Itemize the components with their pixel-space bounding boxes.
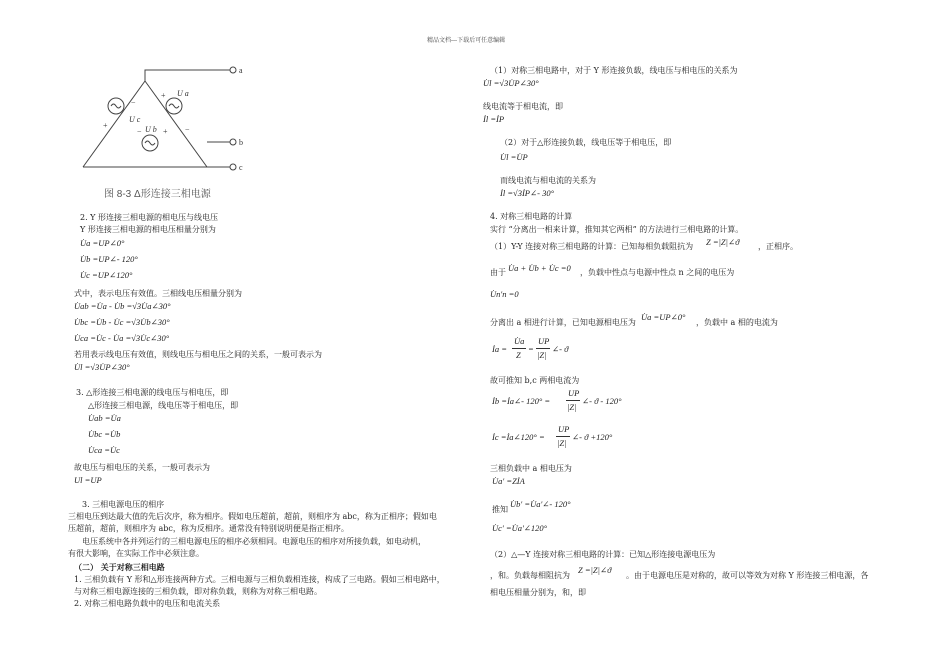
formula-load-uc: U̇c' =U̇a'∠120° — [492, 523, 548, 533]
formula-load-ub: U̇b' =U̇a'∠- 120° — [510, 499, 571, 509]
phase-sequence-p3: 电压系统中各并列运行的三相电源电压的相序必须相同。电源电压的相序对所接负载，如电动机， — [82, 537, 426, 546]
equals-sign: = — [528, 344, 534, 354]
frac1-den: Z — [516, 350, 521, 360]
formula-load-ua: U̇a' =ZİA — [492, 476, 525, 486]
right-r15: 三相负载中 a 相电压为 — [490, 464, 572, 473]
formula-uca: U̇ca =U̇c - U̇a =√3U̇c∠30° — [74, 333, 170, 343]
formula-uab: U̇ab =U̇a - U̇b =√3U̇a∠30° — [74, 301, 171, 311]
formula-delta-line-voltage: U̇l =U̇P — [500, 152, 528, 162]
frac4-bar — [556, 436, 570, 437]
right-section-4-title: 4. 对称三相电路的计算 — [490, 212, 573, 221]
frac3-den: |Z| — [567, 402, 577, 412]
right-r8b: ，负载中性点与电源中性点 n 之间的电压为 — [580, 268, 735, 277]
formula-source-phase: U̇a =UP∠0° — [641, 312, 686, 322]
right-r7b: ，正相序。 — [758, 242, 798, 251]
formula-sum-zero: U̇a + U̇b + U̇c =0 — [508, 263, 571, 273]
terminal-a-icon — [230, 67, 236, 73]
frac1-num: U̇a — [514, 336, 525, 346]
right-r19a: ，和。负载每相阻抗为 — [490, 571, 570, 580]
frac1-bar — [512, 348, 526, 349]
symmetric-circuit-p3: 2. 对称三相电路负载中的电压和电流关系 — [74, 599, 221, 608]
source-label-a: U a — [177, 89, 189, 98]
right-r1: （1）对称三相电路中，对于 Y 形连接负载，线电压与相电压的关系为 — [490, 66, 738, 75]
source-label-b: U b — [145, 125, 157, 134]
right-r3: （2）对于△形连接负载，线电压等于相电压，即 — [500, 138, 672, 147]
phase-sequence-p1: 三相电压到达最大值的先后次序，称为相序。假如电压超前，超前，则相序为 abc，称为正相序；假如电 — [68, 512, 437, 521]
formula-ua: U̇a =UP∠0° — [80, 238, 125, 248]
svg-text:+: + — [161, 91, 166, 100]
svg-text:−: − — [131, 98, 136, 107]
right-r10a: 分离出 a 相进行计算，已知电源相电压为 — [490, 318, 636, 327]
section-2-title: 2. Y 形连接三相电源的相电压与线电压 — [80, 213, 218, 222]
formula-delta-uca: U̇ca =U̇c — [88, 445, 120, 455]
svg-text:−: − — [185, 125, 190, 134]
right-r10b: ，负载中 a 相的电流为 — [696, 318, 778, 327]
delta-left-side — [83, 81, 145, 167]
frac2-num: UP — [538, 336, 550, 346]
right-r19b: 。由于电源电压是对称的，故可以等效为对称 Y 形连接三相电源，各 — [626, 571, 869, 580]
section-3-title: 3. △形连接三相电源的线电压与相电压，即 — [76, 388, 229, 397]
formula-neutral-voltage: U̇n'n =0 — [490, 289, 519, 299]
formula-delta-ul: Ul =UP — [74, 475, 102, 485]
frac4-num: UP — [558, 424, 570, 434]
formula-delta-ubc: U̇bc =U̇b — [88, 429, 121, 439]
frac3-bar — [566, 400, 580, 401]
section-2-intro: Y 形连接三相电源的相电压相量分别为 — [80, 225, 216, 234]
formula-y-line-current: İl =İP — [483, 114, 505, 124]
formula-delta-impedance: Z =|Z|∠ϑ — [578, 565, 612, 575]
section-4-title: 3. 三相电源电压的相序 — [82, 500, 165, 509]
right-r4: 而线电流与相电流的关系为 — [500, 176, 596, 185]
terminal-c-label: c — [239, 163, 243, 172]
delta-relation-text: 故电压与相电压的关系，一般可表示为 — [74, 463, 210, 472]
right-r8a: 由于 — [490, 268, 506, 277]
terminal-b-icon — [230, 139, 236, 145]
svg-text:+: + — [163, 127, 168, 136]
phase-sequence-p4: 有很大影响，在实际工作中必须注意。 — [68, 549, 204, 558]
formula-uc: U̇c =UP∠120° — [80, 270, 133, 280]
symmetric-circuit-heading: （二） 关于对称三相电路 — [74, 562, 165, 572]
frac2-bar — [536, 348, 550, 349]
formula-delta-uab: U̇ab =U̇a — [88, 413, 121, 423]
delta-right-side — [145, 81, 207, 167]
right-r16a: 推知 — [492, 505, 508, 514]
section-3-intro: △形连接三相电源，线电压等于相电压，即 — [88, 401, 239, 410]
source-label-c: U c — [129, 115, 141, 124]
terminal-b-label: b — [239, 138, 243, 147]
formula-ul: U̇l =√3U̇P∠30° — [74, 362, 130, 372]
relation-text: 若用表示线电压有效值，则线电压与相电压之间的关系，一般可表示为 — [74, 350, 322, 359]
formula-y-line-voltage: U̇l =√3U̇P∠30° — [483, 78, 539, 88]
right-r20: 相电压相量分别为，和，即 — [490, 588, 586, 597]
frac3-num: UP — [568, 388, 580, 398]
right-r18: （2）△—Y 连接对称三相电路的计算：已知△形连接电源电压为 — [490, 550, 716, 559]
wire-a — [145, 70, 230, 81]
terminal-a-label: a — [239, 66, 243, 75]
symmetric-circuit-p1: 1. 三相负载有 Y 形和△形连接两种方式。三相电源与三相负载相连接，构成了三电路。假如三相电路中， — [74, 575, 445, 584]
svg-text:+: + — [103, 121, 108, 130]
formula-ubc: U̇bc =U̇b - U̇c =√3U̇b∠30° — [74, 317, 170, 327]
symmetric-circuit-p2: 与对称三相电源连接的三相负载，即对称负载，则称为对称三相电路。 — [74, 587, 322, 596]
terminal-c-icon — [230, 164, 236, 170]
figure-caption: 图 8-3 Δ形连接三相电源 — [104, 189, 211, 200]
frac2-den: |Z| — [537, 350, 547, 360]
formula-delta-line-current: İl =√3İP∠- 30° — [500, 188, 554, 198]
formula-ia-tail: ∠- ϑ — [552, 344, 569, 354]
right-r12: 故可推知 b,c 两相电流为 — [490, 376, 580, 385]
formula-ib-lhs: İb =İa∠- 120° = — [492, 396, 551, 406]
right-r7a: （1）Y-Y 连接对称三相电路的计算：已知每相负载阻抗为 — [490, 242, 694, 251]
phase-sequence-p2: 压超前，超前，则相序为 abc，称为反相序。通常没有特别说明便是指正相序。 — [68, 524, 349, 533]
right-r2: 线电流等于相电流，即 — [483, 102, 563, 111]
svg-text:−: − — [137, 127, 142, 136]
line-voltage-intro: 式中，表示电压有效值。三相线电压相量分别为 — [74, 289, 242, 298]
formula-ia-lhs: İa = — [492, 344, 507, 354]
right-r6: 实行 “分离出一相来计算，推知其它两相” 的方法进行三相电路的计算。 — [490, 225, 744, 234]
formula-impedance: Z =|Z|∠ϑ — [706, 237, 740, 247]
formula-ic-tail: ∠- ϑ +120° — [572, 432, 613, 442]
frac4-den: |Z| — [557, 438, 567, 448]
formula-ub: U̇b =UP∠- 120° — [80, 254, 138, 264]
page-header: 精品文档---下载后可任意编辑 — [427, 37, 506, 44]
delta-source-diagram — [75, 60, 255, 185]
formula-ic-lhs: İc =İa∠120° = — [492, 432, 545, 442]
formula-ib-tail: ∠- ϑ - 120° — [582, 396, 622, 406]
